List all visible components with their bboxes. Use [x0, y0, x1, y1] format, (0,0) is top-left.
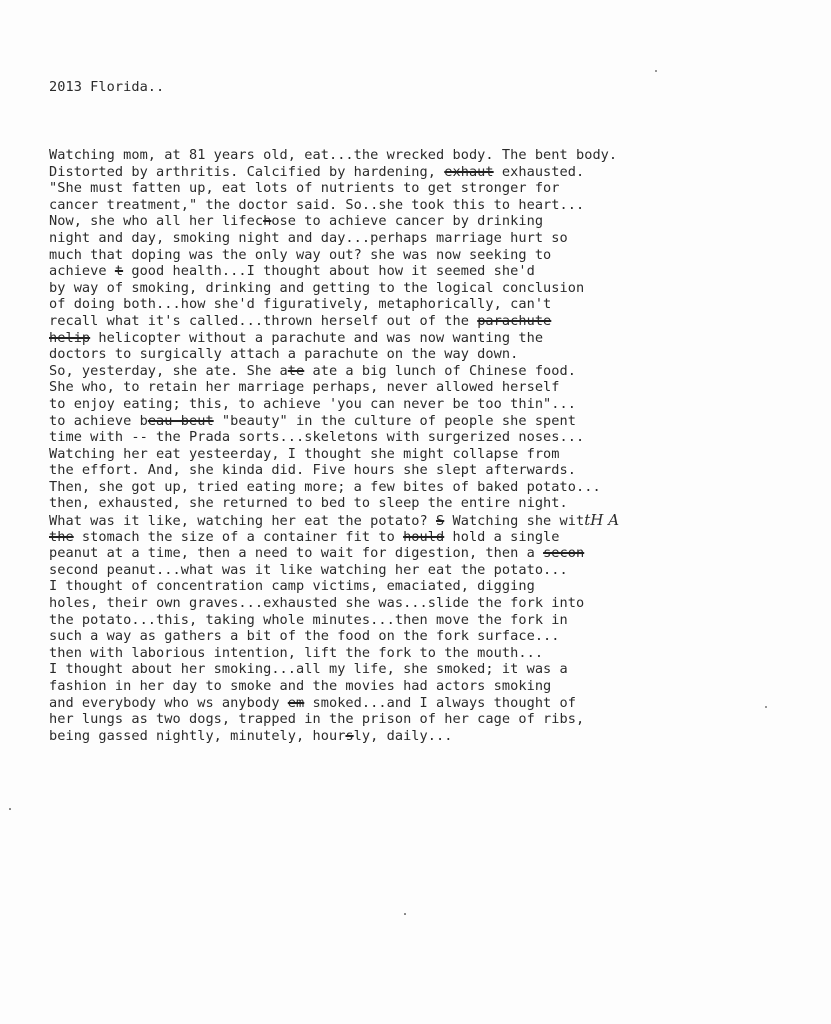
text-line	[49, 562, 809, 579]
typed-text: So, yesterday, she ate. She a	[49, 362, 288, 379]
typed-text: "beauty" in the culture of people she spent	[213, 412, 576, 429]
text-line	[49, 180, 809, 197]
text-line	[49, 446, 809, 463]
struck-text: te	[287, 362, 305, 379]
paper-speck	[404, 913, 406, 915]
text-line	[49, 512, 809, 529]
typed-text: her lungs as two dogs, trapped in the prison of her cage of ribs,	[49, 711, 585, 728]
text-line	[49, 346, 809, 363]
typed-text: good health...I thought about how it seemed she'd	[123, 263, 535, 280]
text-line	[49, 379, 809, 396]
typed-text: stomach the size of a container fit to	[73, 528, 404, 545]
text-line	[49, 396, 809, 413]
typed-text: second peanut...what was it like watching her eat the potato...	[49, 561, 568, 578]
typed-text: peanut at a time, then a need to wait for digestion, then a	[49, 545, 544, 562]
text-line	[49, 495, 809, 512]
struck-text: t	[114, 263, 124, 280]
text-line	[49, 462, 809, 479]
struck-text: em	[287, 694, 305, 711]
typed-text: Distorted by arthritis. Calcified by hardening,	[49, 163, 445, 180]
typed-text: What was it like, watching her eat the potato?	[49, 513, 437, 530]
typed-text: hold a single	[444, 528, 560, 545]
text-line	[49, 429, 809, 446]
text-line	[49, 263, 809, 280]
typed-text: much that doping was the only way out? she was now seeking to	[49, 246, 552, 263]
text-line	[49, 728, 809, 745]
typed-text: ate a big lunch of Chinese food.	[304, 362, 576, 379]
typed-text: being gassed nightly, minutely, hour	[49, 727, 346, 744]
text-line	[49, 230, 809, 247]
text-line	[49, 213, 809, 230]
text-lines	[49, 147, 809, 744]
typed-text: and everybody who ws anybody	[49, 694, 288, 711]
typed-text: time with -- the Prada sorts...skeletons with surgerized noses...	[49, 429, 585, 446]
text-line	[49, 645, 809, 662]
struck-text: hould	[403, 528, 445, 545]
typed-text: ose to achieve cancer by drinking	[271, 213, 544, 230]
text-line	[49, 280, 809, 297]
typed-text: such a way as gathers a bit of the food on the fork surface...	[49, 628, 560, 645]
typed-text: doctors to surgically attach a parachute on the way down.	[49, 346, 519, 363]
struck-text: s	[345, 727, 354, 744]
text-line	[49, 711, 809, 728]
text-line	[49, 413, 809, 430]
paper-speck	[655, 70, 657, 72]
typed-text: "She must fatten up, eat lots of nutrients to get stronger for	[49, 180, 560, 197]
struck-text: the	[49, 528, 74, 545]
typed-text: Then, she got up, tried eating more; a few bites of baked potato...	[49, 478, 601, 495]
text-line	[49, 247, 809, 264]
typed-text: Now, she who all her lifec	[49, 213, 264, 230]
typed-text: cancer treatment," the doctor said. So..she took this to heart...	[49, 196, 585, 213]
typed-text: smoked...and I always thought of	[304, 694, 576, 711]
typed-text: helicopter without a parachute and was now wanting the	[90, 329, 544, 346]
typed-text: Watching she wit	[444, 513, 585, 530]
text-line	[49, 197, 809, 214]
typed-text: then, exhausted, she returned to bed to sleep the entire night.	[49, 495, 568, 512]
typed-text: fashion in her day to smoke and the movies had actors smoking	[49, 678, 552, 694]
typed-text: achieve	[49, 263, 115, 280]
typed-text: to enjoy eating; this, to achieve 'you can never be too thin"...	[49, 395, 576, 412]
text-line	[49, 628, 809, 645]
typed-text: to achieve b	[49, 412, 148, 429]
typed-text: night and day, smoking night and day...perhaps marriage hurt so	[49, 229, 568, 246]
text-line	[49, 330, 809, 347]
typed-text: holes, their own graves...exhausted she was...slide the fork into	[49, 595, 585, 612]
handwritten-correction: tH A	[584, 511, 620, 530]
typed-text: by way of smoking, drinking and getting to the logical conclusion	[49, 279, 585, 296]
text-line	[49, 695, 809, 712]
typed-text: She who, to retain her marriage perhaps, never allowed herself	[49, 379, 560, 396]
typed-text: Watching her eat yesteerday, I thought she might collapse from	[49, 445, 560, 462]
struck-text: h	[263, 213, 272, 230]
text-line	[49, 595, 809, 612]
page-heading: 2013 Florida..	[49, 79, 165, 95]
text-line	[49, 363, 809, 380]
typescript-body	[49, 47, 809, 776]
typed-text: ly, daily...	[353, 727, 453, 744]
text-line	[49, 479, 809, 496]
struck-text: S	[436, 513, 445, 530]
paper-speck	[9, 808, 11, 810]
struck-text: exhaut	[444, 163, 494, 180]
struck-text: secon	[543, 545, 585, 562]
paper-speck	[765, 706, 767, 708]
typed-text: recall what it's called...thrown herself out of the	[49, 312, 478, 329]
text-line	[49, 164, 809, 181]
struck-text: helip	[49, 329, 91, 346]
typed-text: I thought about her smoking...all my life, she smoked; it was a	[49, 661, 568, 678]
text-line	[49, 612, 809, 629]
struck-text: eau beut	[147, 412, 214, 429]
text-line	[49, 661, 809, 678]
typed-text: of doing both...how she'd figuratively, metaphorically, can't	[49, 296, 552, 313]
typed-text: the potato...this, taking whole minutes...then move the fork in	[49, 611, 568, 628]
struck-text: parachute	[477, 312, 552, 329]
typed-text: the effort. And, she kinda did. Five hours she slept afterwards.	[49, 462, 576, 479]
text-line	[49, 313, 809, 330]
typed-text: Watching mom, at 81 years old, eat...the wrecked body. The bent body.	[49, 147, 618, 163]
typed-text: then with laborious intention, lift the fork to the mouth...	[49, 644, 544, 661]
text-line	[49, 147, 809, 164]
typed-text: I thought of concentration camp victims, emaciated, digging	[49, 578, 535, 595]
text-line	[49, 578, 809, 595]
text-line	[49, 678, 809, 695]
text-line	[49, 529, 809, 546]
text-line	[49, 296, 809, 313]
text-line	[49, 545, 809, 562]
typed-text: exhausted.	[493, 163, 585, 180]
